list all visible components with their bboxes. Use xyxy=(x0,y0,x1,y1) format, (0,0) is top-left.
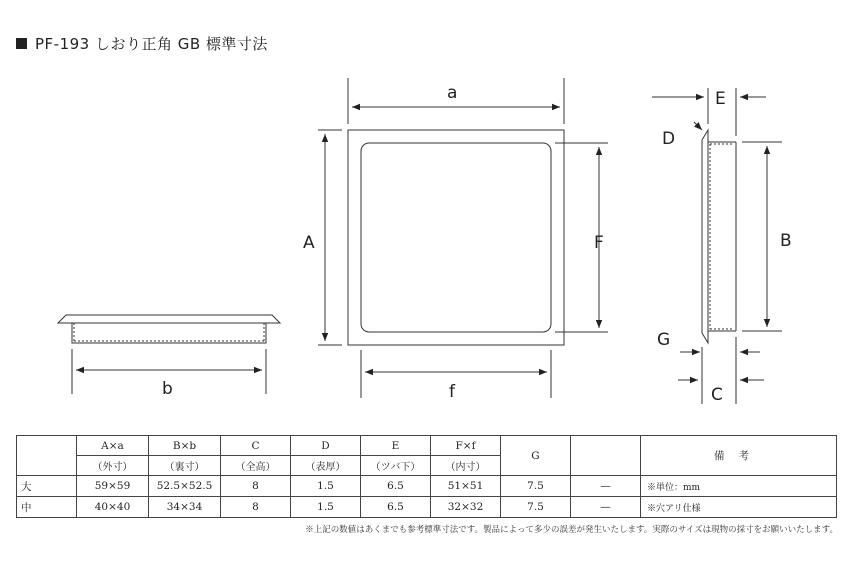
table-cell: 8 xyxy=(221,497,291,518)
label-G: G xyxy=(657,330,671,350)
header-sub: （ツバ下） xyxy=(361,456,431,476)
header-main: G xyxy=(501,436,571,476)
table-cell: 51×51 xyxy=(431,476,501,497)
table-header-row xyxy=(17,436,837,456)
header-main: A×a xyxy=(77,436,149,456)
note-cell: ※単位：mm xyxy=(641,476,837,497)
label-D: D xyxy=(662,129,676,149)
label-B: B xyxy=(780,231,792,251)
footnote: ※上記の数値はあくまでも参考標準寸法です。製品によって多少の誤差が発生いたします。実際のサイズは現物の採寸をお願いいたします。 xyxy=(305,525,838,535)
size-header-cell xyxy=(17,436,77,476)
table-cell: 7.5 xyxy=(501,476,571,497)
table-row xyxy=(17,476,837,497)
header-main: B×b xyxy=(149,436,221,456)
table-cell: 52.5×52.5 xyxy=(149,476,221,497)
label-f: f xyxy=(449,382,455,402)
label-A: A xyxy=(303,233,315,253)
size-cell: 中 xyxy=(17,497,77,518)
table-cell: 59×59 xyxy=(77,476,149,497)
table-cell: 1.5 xyxy=(291,476,361,497)
label-E: E xyxy=(715,89,726,109)
table-cell: 8 xyxy=(221,476,291,497)
table-cell: 7.5 xyxy=(501,497,571,518)
header-main xyxy=(571,436,641,476)
size-cell: 大 xyxy=(17,476,77,497)
header-sub: （裏寸） xyxy=(149,456,221,476)
header-main: F×f xyxy=(431,436,501,456)
header-sub: （外寸） xyxy=(77,456,149,476)
header-sub: （全高） xyxy=(221,456,291,476)
table-row xyxy=(17,497,837,518)
label-C: C xyxy=(711,385,723,405)
header-sub: （内寸） xyxy=(431,456,501,476)
header-sub: （表厚） xyxy=(291,456,361,476)
table-cell: 40×40 xyxy=(77,497,149,518)
label-F: F xyxy=(594,233,604,253)
header-main: D xyxy=(291,436,361,456)
table-cell: — xyxy=(571,476,641,497)
note-cell: ※穴アリ仕様 xyxy=(641,497,837,518)
table-cell: 34×34 xyxy=(149,497,221,518)
table-cell: 6.5 xyxy=(361,476,431,497)
dimension-table xyxy=(16,435,837,518)
table-cell: — xyxy=(571,497,641,518)
label-b: b xyxy=(162,379,173,399)
table-cell: 6.5 xyxy=(361,497,431,518)
front-view xyxy=(318,78,608,398)
title-text: PF-193 しおり正角 GB 標準寸法 xyxy=(35,35,268,53)
table-cell: 32×32 xyxy=(431,497,501,518)
table-cell: 1.5 xyxy=(291,497,361,518)
header-main: E xyxy=(361,436,431,456)
header-main: C xyxy=(221,436,291,456)
label-a: a xyxy=(447,83,458,103)
header-remarks: 備考 xyxy=(641,436,837,476)
